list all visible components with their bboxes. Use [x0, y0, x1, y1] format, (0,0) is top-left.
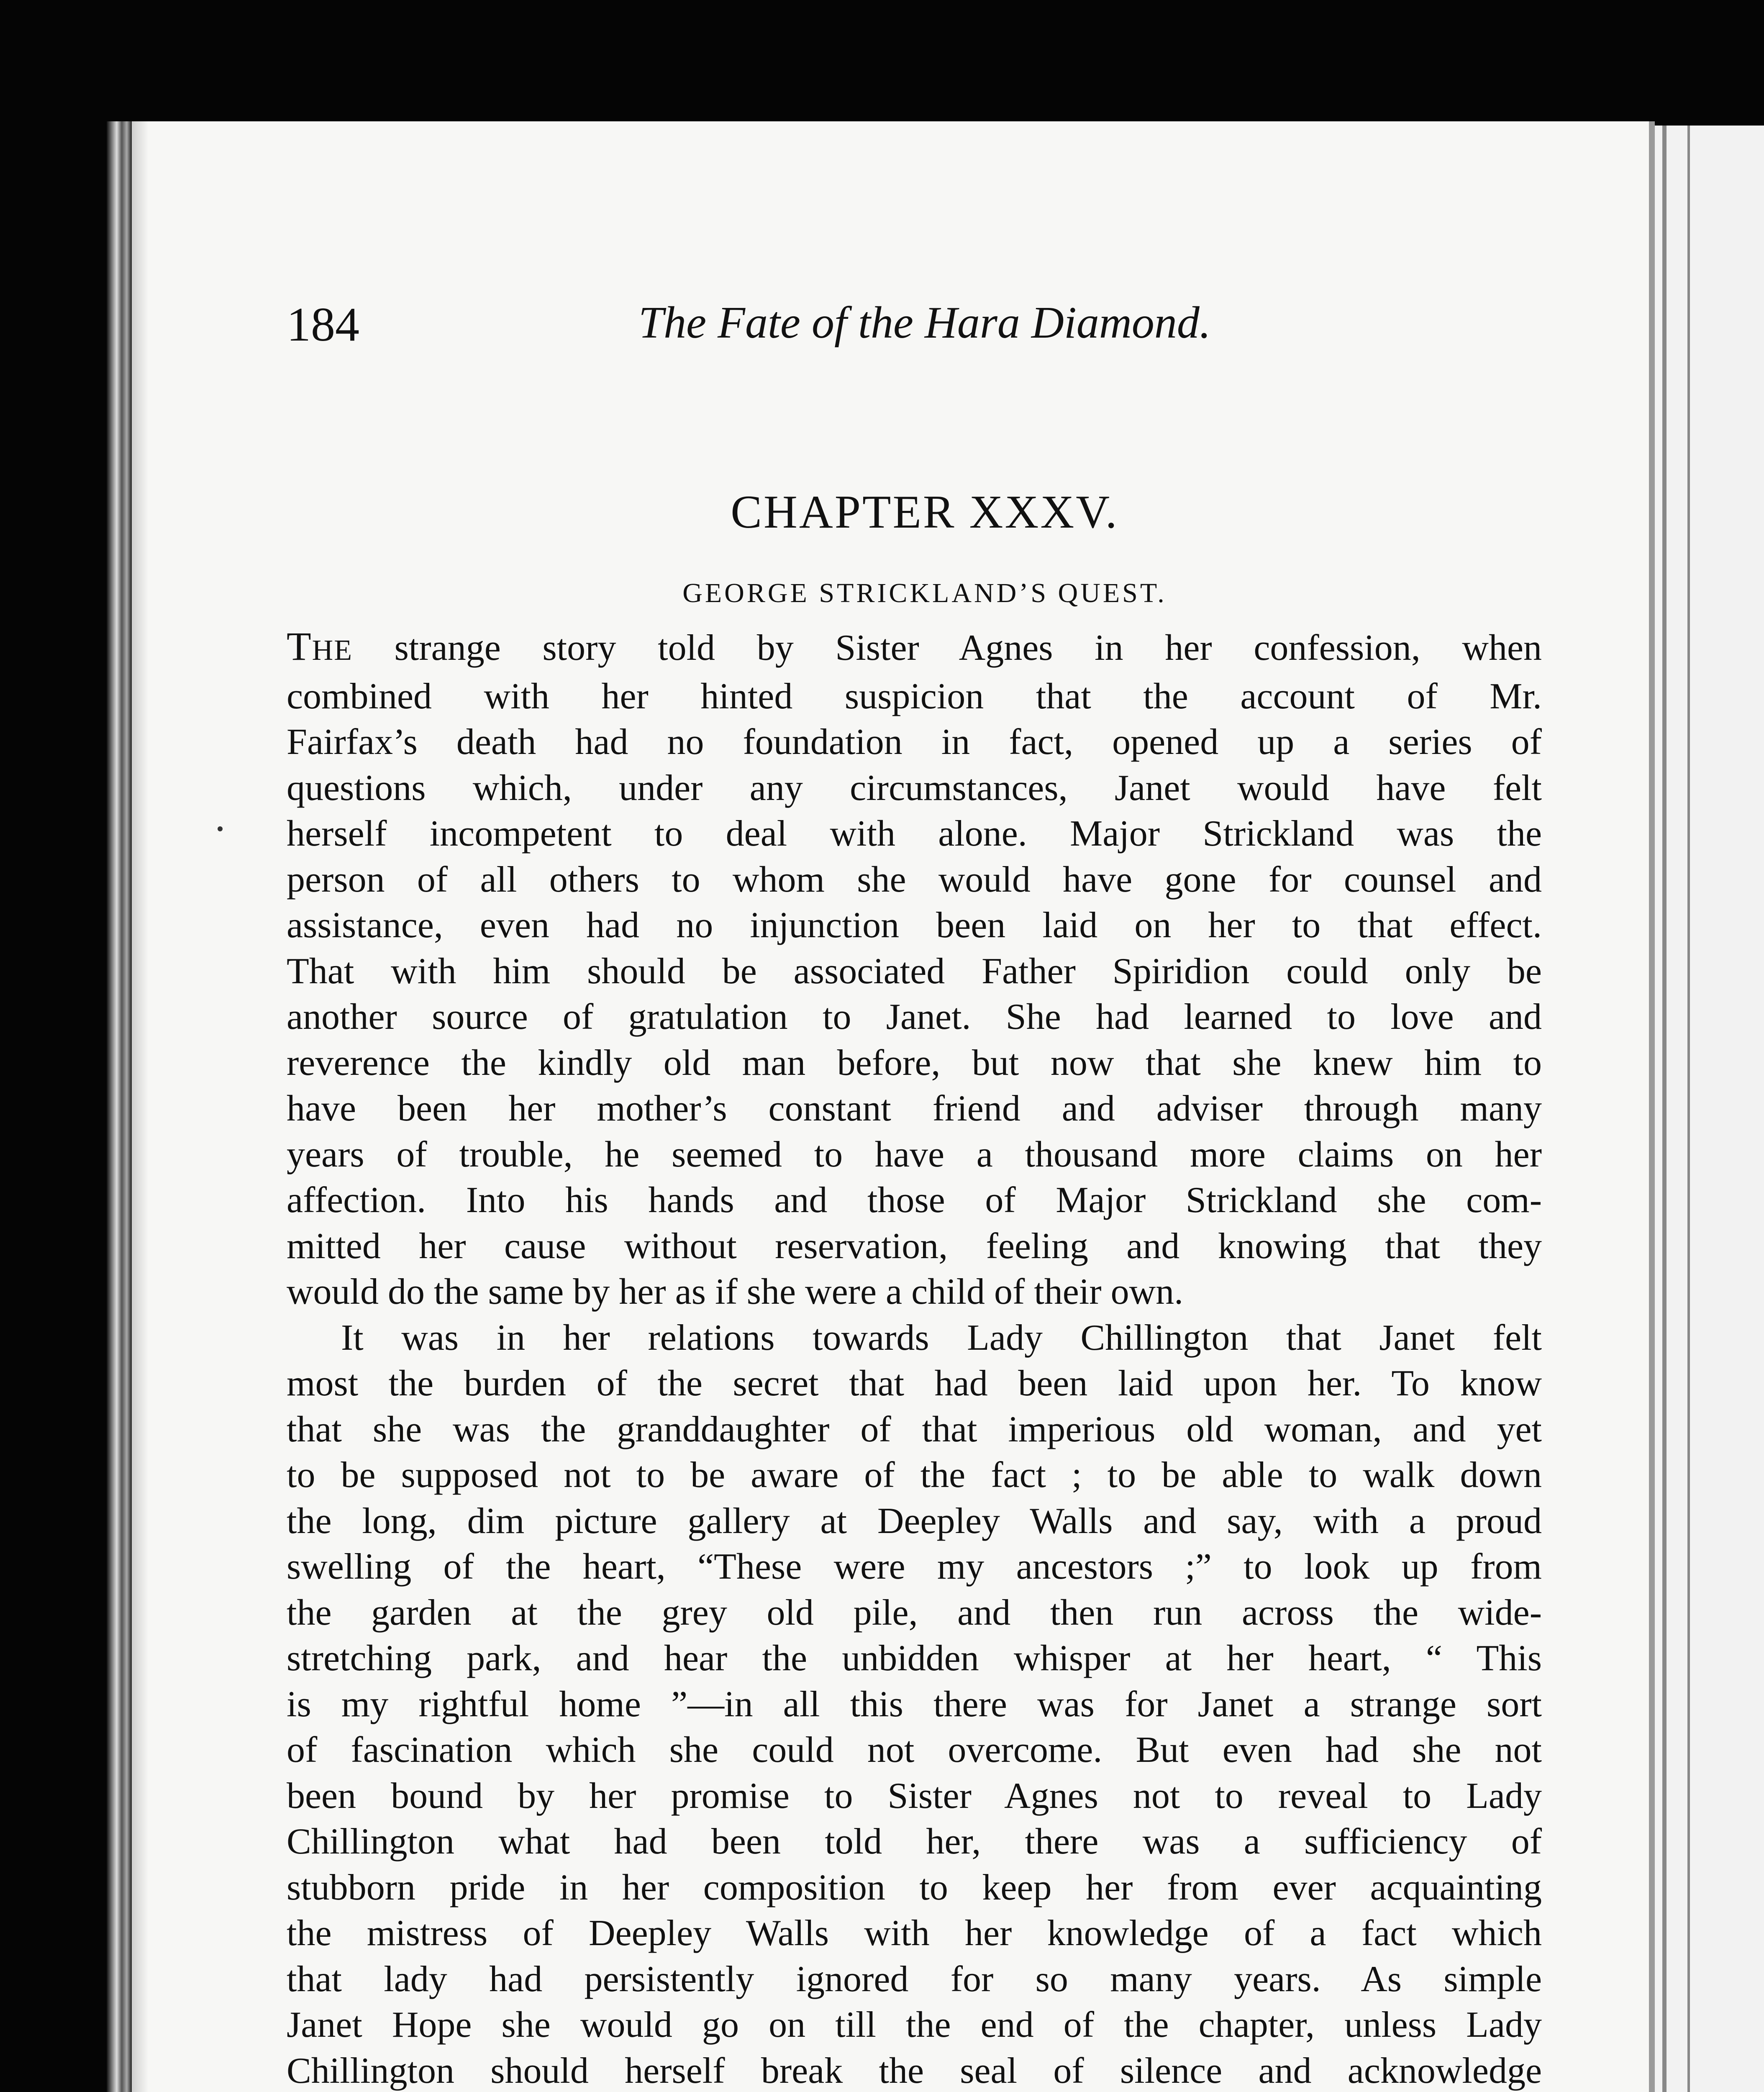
- line-text: the long, dim picture gallery at Deepley Walls and say, with a proud: [287, 1500, 1542, 1541]
- text-line: [287, 1040, 1542, 1086]
- text-line: [287, 1727, 1542, 1773]
- text-line: [287, 1910, 1542, 1956]
- line-text: person of all others to whom she would have gone for counsel and: [287, 859, 1542, 900]
- text-line: [287, 1177, 1542, 1223]
- line-text: questions which, under any circumstances, Janet would have felt: [287, 767, 1542, 808]
- line-text: the garden at the grey old pile, and then run across the wide-: [287, 1592, 1542, 1633]
- text-line: [287, 1544, 1542, 1590]
- text-line: [287, 902, 1542, 949]
- line-text: to be supposed not to be aware of the fact ; to be able to walk down: [287, 1455, 1542, 1495]
- line-text: reverence the kindly old man before, but now that she knew him to: [287, 1042, 1542, 1083]
- margin-speck: [218, 826, 223, 831]
- text-line: [287, 1086, 1542, 1132]
- line-text: been bound by her promise to Sister Agnes not to reveal to Lady: [287, 1775, 1542, 1816]
- line-text: Fairfax’s death had no foundation in fact, opened up a series of: [287, 722, 1542, 762]
- drop-lead-word: THE: [287, 624, 353, 669]
- line-text: stretching park, and hear the unbidden whisper at her heart, “ This: [287, 1638, 1542, 1679]
- text-line: [287, 1819, 1542, 1865]
- facing-page-edge: [1646, 126, 1764, 2092]
- line-text: that lady had persistently ignored for so many years. As simple: [287, 1959, 1542, 2000]
- text-line: [287, 1590, 1542, 1636]
- line-text: swelling of the heart, “These were my ancestors ;” to look up from: [287, 1546, 1542, 1587]
- text-line: [287, 1682, 1542, 1728]
- text-line: [287, 857, 1542, 903]
- line-text: affection. Into his hands and those of Major Strickland she com-: [287, 1180, 1542, 1220]
- page-edge-stripe: [1662, 126, 1667, 2092]
- text-line: [287, 2002, 1542, 2048]
- line-text: is my rightful home ”—in all this there was for Janet a strange sort: [287, 1684, 1542, 1725]
- text-line: [287, 1407, 1542, 1453]
- line-text: That with him should be associated Father Spiridion could only be: [287, 951, 1542, 992]
- text-line: [287, 765, 1542, 811]
- chapter-title: CHAPTER XXXV.: [731, 486, 1119, 538]
- text-line: [287, 1865, 1542, 1911]
- text-line: [287, 1452, 1542, 1498]
- text-line: [287, 1956, 1542, 2002]
- text-line: [287, 1636, 1542, 1682]
- text-line: [287, 1132, 1542, 1178]
- book-binding: [107, 121, 132, 2092]
- line-text: combined with her hinted suspicion that the account of Mr.: [287, 676, 1542, 717]
- line-text: Chillington what had been told her, there was a sufficiency of: [287, 1821, 1542, 1862]
- page-gutter-shadow: [132, 121, 149, 2092]
- chapter-body: [287, 623, 1542, 2092]
- running-head: [287, 297, 1563, 364]
- line-text: have been her mother’s constant friend and adviser through many: [287, 1088, 1542, 1129]
- text-line: [287, 1223, 1542, 1269]
- book-page: [132, 121, 1655, 2092]
- page-number: 184: [287, 298, 359, 351]
- page-edge-stripe: [1687, 126, 1690, 2092]
- text-line: [287, 719, 1542, 765]
- line-text: assistance, even had no injunction been laid on her to that effect.: [287, 905, 1542, 946]
- line-text: most the burden of the secret that had been laid upon her. To know: [287, 1363, 1542, 1404]
- line-text: another source of gratulation to Janet. She had learned to love and: [287, 997, 1542, 1037]
- line-text: of fascination which she could not overcome. But even had she not: [287, 1730, 1542, 1770]
- text-line: [287, 1315, 1542, 1361]
- text-line: [287, 1269, 1542, 1315]
- line-text: It was in her relations towards Lady Chillington that Janet felt: [341, 1317, 1542, 1358]
- line-text: Chillington should herself break the seal of silence and acknowledge: [287, 2050, 1542, 2091]
- running-title: The Fate of the Hara Diamond.: [638, 298, 1211, 348]
- line-text: mitted her cause without reservation, feeling and knowing that they: [287, 1225, 1542, 1266]
- line-text: stubborn pride in her composition to keep her from ever acquainting: [287, 1867, 1542, 1908]
- line-text: would do the same by her as if she were a child of their own.: [287, 1272, 1184, 1312]
- text-line: [287, 811, 1542, 857]
- line-text: that she was the granddaughter of that imperious old woman, and yet: [287, 1409, 1542, 1450]
- text-line: [287, 674, 1542, 720]
- line-text: Janet Hope she would go on till the end of the chapter, unless Lady: [287, 2005, 1542, 2045]
- text-line: [287, 623, 1542, 674]
- line-text: years of trouble, he seemed to have a thousand more claims on her: [287, 1134, 1542, 1175]
- line-text: the mistress of Deepley Walls with her knowledge of a fact which: [287, 1913, 1542, 1954]
- chapter-subtitle: GEORGE STRICKLAND’S QUEST.: [682, 578, 1167, 608]
- text-line: [287, 1498, 1542, 1544]
- text-line: [287, 1773, 1542, 1819]
- line-text: herself incompetent to deal with alone. Major Strickland was the: [287, 813, 1542, 854]
- line-text: strange story told by Sister Agnes in her confession, when: [394, 628, 1542, 668]
- text-line: [287, 949, 1542, 995]
- text-line: [287, 2048, 1542, 2092]
- text-line: [287, 1361, 1542, 1407]
- text-line: [287, 994, 1542, 1040]
